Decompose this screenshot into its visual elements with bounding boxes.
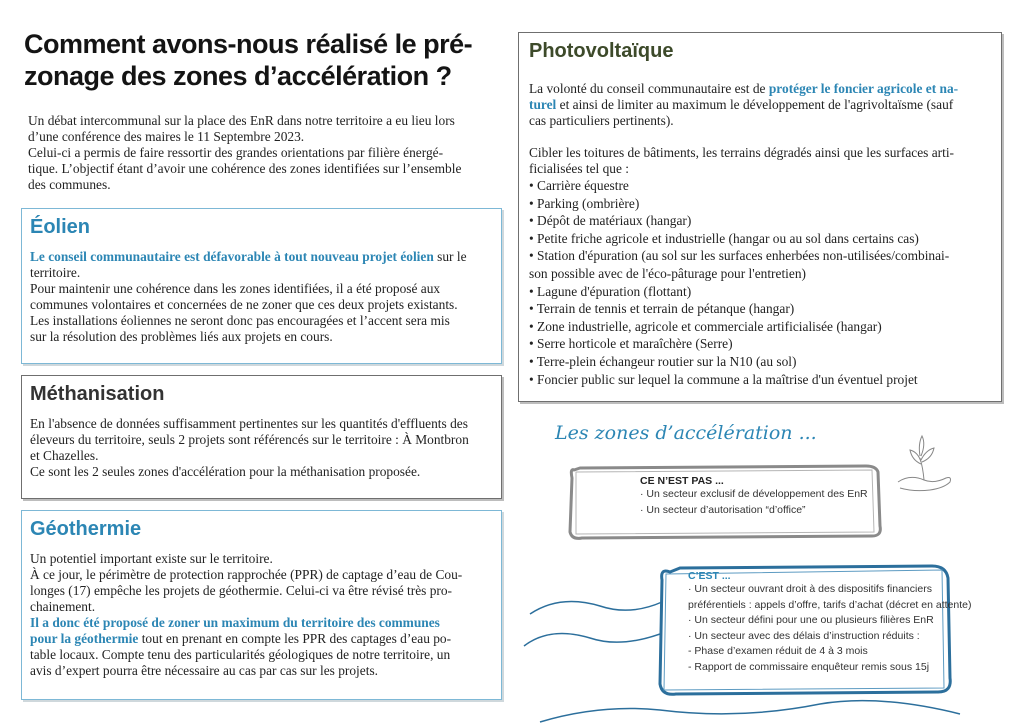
- intro-line: d’une conférence des maires le 11 Septembre 2023.: [28, 129, 305, 144]
- intro-text: [28, 113, 498, 193]
- list-item: • Station d'épuration (au sol sur les surfaces enherbées non-utilisées/combinai-: [529, 248, 950, 264]
- pv-intro-line: [529, 81, 991, 97]
- list-item: son possible avec de l'éco-pâturage pour l'entretien): [529, 265, 806, 281]
- list-item: • Terrain de tennis et terrain de pétanque (hangar): [529, 301, 795, 317]
- not-item: · Un secteur exclusif de développement des EnR: [640, 488, 868, 500]
- geothermie-line: chainement.: [30, 599, 96, 614]
- methanisation-line: éleveurs du territoire, seuls 2 projets sont référencés sur le territoire : À Montbron: [30, 432, 469, 447]
- list-item: • Dépôt de matériaux (hangar): [529, 213, 692, 229]
- page-title: Comment avons-nous réalisé le pré-zonage des zones d’accélération ?: [24, 29, 473, 91]
- list-item: • Zone industrielle, agricole et commerciale artificialisée (hangar): [529, 318, 882, 334]
- methanisation-line: et Chazelles.: [30, 448, 99, 463]
- geothermie-line: À ce jour, le périmètre de protection rapprochée (PPR) de captage d’eau de Cou-: [30, 567, 463, 582]
- pv-target-line: Cibler les toitures de bâtiments, les terrains dégradés ainsi que les surfaces arti-: [529, 145, 955, 160]
- eolien-after-highlight: sur le: [433, 249, 467, 264]
- eolien-line: territoire.: [30, 265, 81, 280]
- pv-intro-after: et ainsi de limiter au maximum le développement de l'agrivoltaïsme (sauf: [556, 97, 954, 112]
- is-item: · Un secteur défini pour une ou plusieurs filières EnR: [688, 614, 934, 626]
- list-item: • Terre-plein échangeur routier sur la N10 (au sol): [529, 353, 797, 369]
- eolien-line: Les installations éoliennes ne seront donc pas encouragées et l’accent sera mis: [30, 313, 450, 328]
- methanisation-line: Ce sont les 2 seules zones d'accélération pour la méthanisation proposée.: [30, 464, 421, 479]
- not-block: [640, 475, 890, 518]
- pv-intro-line: [529, 97, 991, 113]
- photovoltaique-section: [518, 32, 1002, 402]
- intro-line: Un débat intercommunal sur la place des EnR dans notre territoire a eu lieu lors: [28, 113, 455, 128]
- pv-list: [529, 177, 991, 388]
- eolien-line: sur la résolution des problèmes liés aux projets en cours.: [30, 329, 333, 344]
- list-item: • Lagune d'épuration (flottant): [529, 283, 692, 299]
- intro-line: tique. L’objectif étant d’avoir une cohérence des zones identifiées sur l’ensemble: [28, 161, 462, 176]
- not-item: · Un secteur d’autorisation “d’office”: [640, 503, 806, 516]
- is-item: - Rapport de commissaire enquêteur remis sous 15j: [688, 660, 930, 673]
- eolien-section: [21, 208, 502, 364]
- list-item: • Parking (ombrière): [529, 195, 640, 211]
- geothermie-heading: Géothermie: [30, 518, 142, 540]
- geothermie-highlight: Il a donc été proposé de zoner un maximum du territoire des communes: [30, 615, 440, 630]
- intro-line: des communes.: [28, 177, 111, 192]
- hand-plant-icon: [890, 430, 960, 500]
- eolien-first-line: [30, 249, 493, 265]
- geothermie-after-highlight: tout en prenant en compte les PPR des captages d’eau po-: [138, 631, 452, 646]
- geothermie-section: [21, 510, 502, 700]
- eolien-line: Pour maintenir une cohérence dans les zones identifiées, il a été proposé aux: [30, 281, 441, 296]
- geothermie-line: Un potentiel important existe sur le territoire.: [30, 551, 273, 566]
- is-block: [688, 570, 973, 675]
- pv-intro-end: cas particuliers pertinents).: [529, 113, 674, 128]
- intro-line: Celui-ci a permis de faire ressortir des grandes orientations par filière énergé-: [28, 145, 444, 160]
- geothermie-line: longes (17) empêche les projets de géothermie. Celui-ci va être révisé très pro-: [30, 583, 453, 598]
- list-item: • Foncier public sur lequel la commune a la maîtrise d'un éventuel projet: [529, 371, 918, 387]
- geothermie-line: avis d’expert pourra être nécessaire au cas par cas sur les projets.: [30, 663, 378, 678]
- eolien-highlight: Le conseil communautaire est défavorable à tout nouveau projet éolien: [30, 249, 434, 264]
- methanisation-heading: Méthanisation: [30, 383, 165, 405]
- is-item: · Un secteur avec des délais d’instruction réduits :: [688, 629, 920, 642]
- pv-intro-highlight: protéger le foncier agricole et na-: [768, 81, 959, 96]
- list-item: • Petite friche agricole et industrielle (hangar ou au sol dans certains cas): [529, 230, 919, 246]
- pv-target-line: ficialisées tel que :: [529, 161, 630, 176]
- eolien-heading: Éolien: [30, 216, 91, 238]
- zones-title: Les zones d’accélération ...: [555, 422, 817, 444]
- list-item: • Serre horticole et maraîchère (Serre): [529, 336, 733, 352]
- photovoltaique-heading: Photovoltaïque: [529, 40, 674, 62]
- is-item: - Phase d’examen réduit de 4 à 3 mois: [688, 645, 868, 657]
- is-item: · Un secteur ouvrant droit à des dispositifs financiers: [688, 583, 932, 595]
- geothermie-highlight-end: pour la géothermie: [30, 631, 139, 646]
- not-heading: CE N’EST PAS ...: [640, 475, 724, 487]
- eolien-line: communes volontaires et concernées de ne zoner que ces deux projets existants.: [30, 297, 458, 312]
- geothermie-highlight-line: [30, 631, 493, 647]
- geothermie-line: table locaux. Compte tenu des particularités géologiques de notre territoire, un: [30, 647, 451, 662]
- pv-intro-highlight-end: turel: [529, 97, 557, 112]
- methanisation-section: [21, 375, 502, 499]
- is-item: préférentiels : appels d’offre, tarifs d’achat (décret en attente): [688, 598, 972, 611]
- pv-intro-before: La volonté du conseil communautaire est de: [529, 81, 769, 96]
- methanisation-line: En l'absence de données suffisamment pertinentes sur les quantités d'effluents des: [30, 416, 468, 431]
- list-item: • Carrière équestre: [529, 178, 629, 193]
- is-heading: C’EST ...: [688, 570, 731, 582]
